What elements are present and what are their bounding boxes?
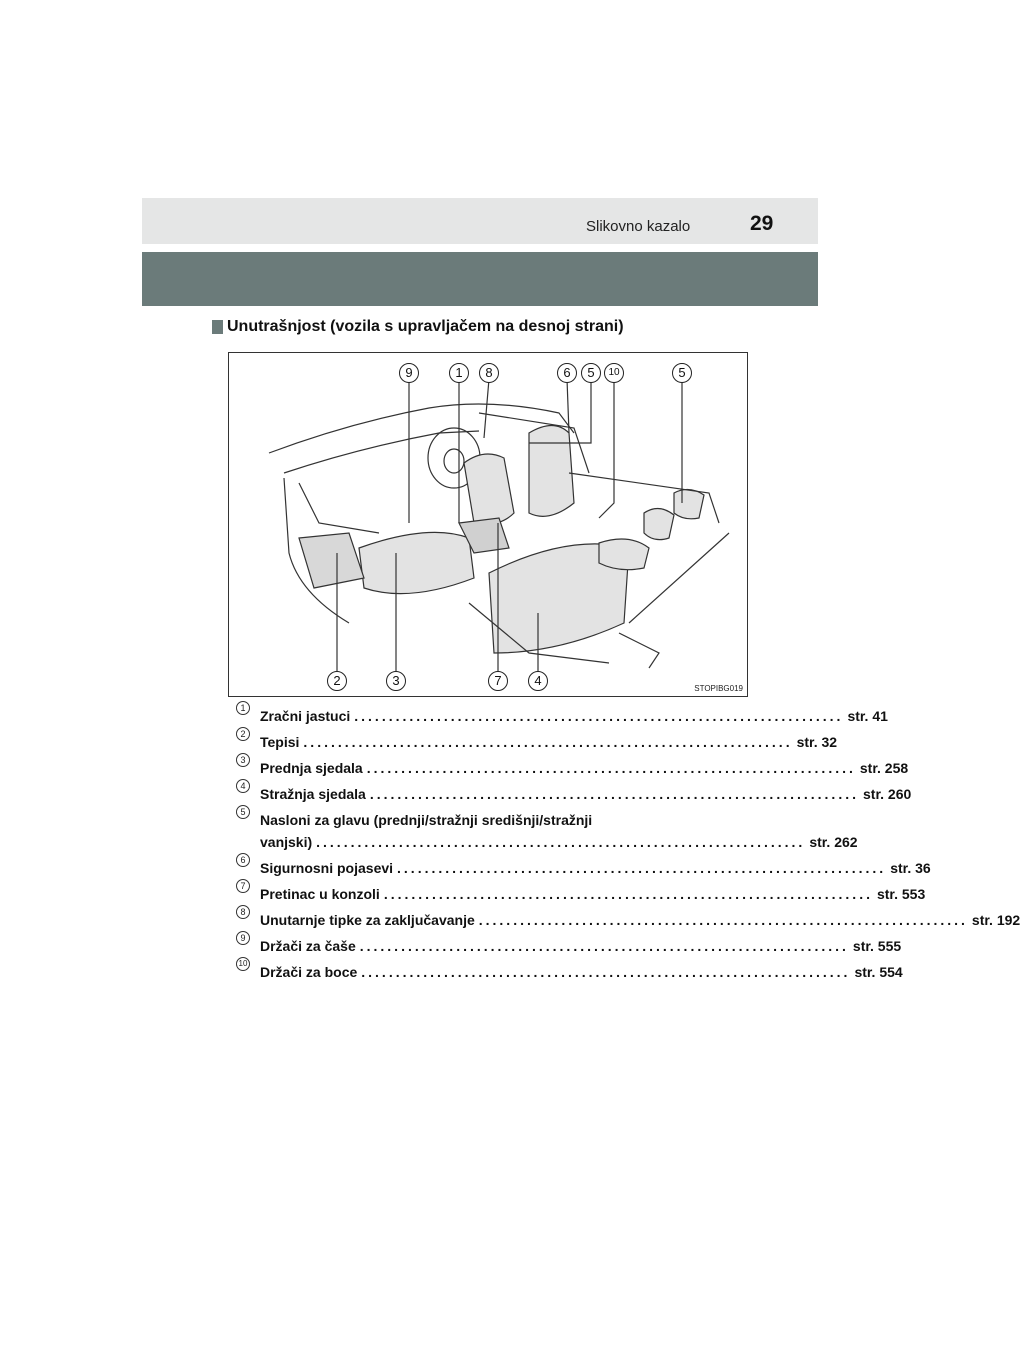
legend-item: [236, 703, 888, 732]
legend-label: Nasloni za glavu (prednji/stražnji središnji/stražnji: [260, 812, 593, 828]
legend-number: 10: [236, 957, 250, 971]
legend-label-cont: vanjski): [260, 834, 313, 850]
legend-item: [236, 933, 902, 962]
legend-label: Sigurnosni pojasevi: [260, 860, 394, 876]
callout-6: 6: [557, 363, 577, 383]
legend-ref[interactable]: str. 41: [847, 708, 888, 724]
legend-label: Pretinac u konzoli: [260, 886, 380, 902]
legend-item: [236, 755, 909, 784]
legend-item: [236, 907, 1020, 936]
section-title: Slikovno kazalo: [586, 218, 691, 235]
legend-label: Držači za čaše: [260, 938, 356, 954]
dot-leader: .......................................................................: [397, 860, 887, 876]
callout-1: 1: [449, 363, 469, 383]
legend-item: [236, 729, 838, 758]
legend-number: 8: [236, 905, 250, 919]
callout-3: 3: [386, 671, 406, 691]
legend-number: 4: [236, 779, 250, 793]
legend-number: 1: [236, 701, 250, 715]
legend-label: Unutarnje tipke za zaključavanje: [260, 912, 475, 928]
dot-leader: .......................................................................: [369, 786, 859, 802]
legend-number: 7: [236, 879, 250, 893]
callout-5b: 5: [672, 363, 692, 383]
legend-item: [236, 781, 912, 810]
legend-list: [236, 703, 1020, 988]
legend-item: [236, 807, 858, 858]
legend-ref[interactable]: str. 262: [809, 834, 858, 850]
legend-ref[interactable]: str. 36: [890, 860, 931, 876]
legend-label: Zračni jastuci: [260, 708, 351, 724]
callout-2: 2: [327, 671, 347, 691]
callout-7: 7: [488, 671, 508, 691]
dot-leader: .......................................................................: [303, 734, 793, 750]
legend-number: 9: [236, 931, 250, 945]
legend-ref[interactable]: str. 192: [971, 912, 1020, 928]
legend-ref[interactable]: str. 258: [859, 760, 909, 776]
car-interior-drawing: [229, 353, 747, 696]
legend-ref[interactable]: str. 32: [796, 734, 838, 750]
sub-heading: [212, 318, 624, 336]
legend-number: 2: [236, 727, 250, 741]
callout-8: 8: [479, 363, 499, 383]
callout-10: 10: [604, 363, 624, 383]
callout-9: 9: [399, 363, 419, 383]
legend-item: [236, 881, 926, 910]
legend-label: Prednja sjedala: [260, 760, 363, 776]
legend-number: 5: [236, 805, 250, 819]
heading-marker-icon: [212, 320, 223, 334]
legend-ref[interactable]: str. 554: [854, 964, 903, 980]
page-number: 29: [750, 212, 774, 235]
header-band: [142, 198, 818, 244]
title-bar: [142, 252, 818, 306]
legend-item: [236, 959, 903, 988]
dot-leader: .......................................................................: [359, 938, 849, 954]
sub-heading-text: Unutrašnjost (vozila s upravljačem na desnoj strani): [227, 318, 624, 335]
legend-ref[interactable]: str. 553: [876, 886, 926, 902]
interior-illustration: [228, 352, 748, 697]
dot-leader: .......................................................................: [383, 886, 873, 902]
legend-label: Tepisi: [260, 734, 300, 750]
callout-4: 4: [528, 671, 548, 691]
legend-item: [236, 855, 931, 884]
legend-number: 6: [236, 853, 250, 867]
legend-number: 3: [236, 753, 250, 767]
legend-label: Držači za boce: [260, 964, 358, 980]
legend-ref[interactable]: str. 260: [863, 786, 912, 802]
dot-leader: .......................................................................: [361, 964, 851, 980]
dot-leader: .......................................................................: [478, 912, 968, 928]
callout-5: 5: [581, 363, 601, 383]
legend-label: Stražnja sjedala: [260, 786, 366, 802]
dot-leader: .......................................................................: [316, 834, 806, 850]
dot-leader: .......................................................................: [366, 760, 856, 776]
legend-ref[interactable]: str. 555: [852, 938, 902, 954]
figure-code: STOPIBG019: [694, 684, 743, 693]
dot-leader: .......................................................................: [354, 708, 844, 724]
